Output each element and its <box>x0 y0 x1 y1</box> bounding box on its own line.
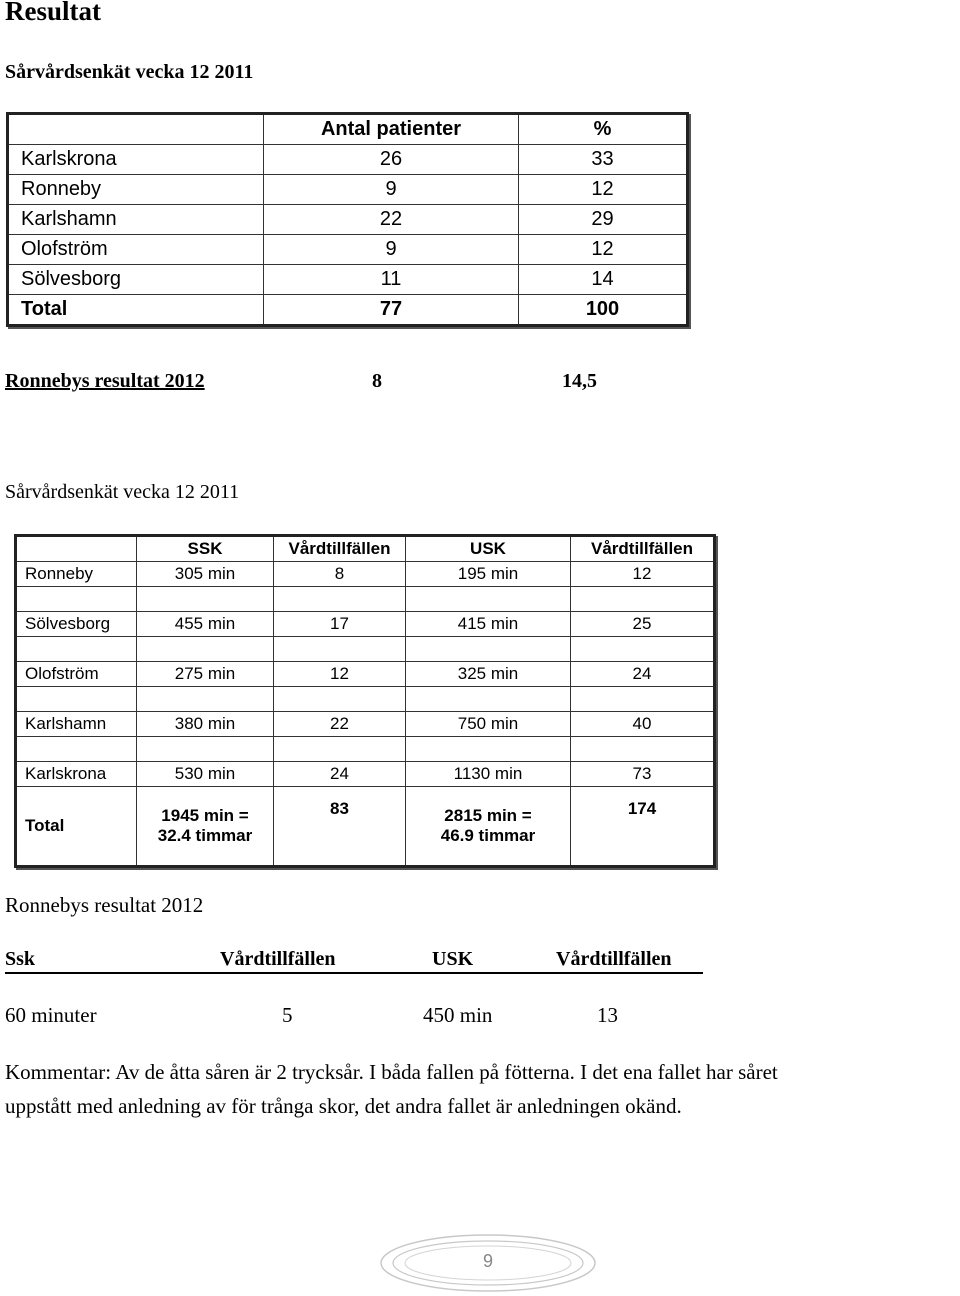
table2-cell: 24 <box>274 762 406 787</box>
table2-cell: 8 <box>274 562 406 587</box>
table2-cell: 455 min <box>137 612 274 637</box>
table-row <box>16 562 715 587</box>
table2-total-ssk-line1: 1945 min = <box>161 806 249 825</box>
table1-cell: Karlshamn <box>8 205 264 235</box>
patient-count-table <box>6 112 689 327</box>
ronneby-result-2-value-usk: 450 min <box>423 1003 493 1027</box>
survey-title-2: Sårvårdsenkät vecka 12 2011 <box>5 481 240 503</box>
table2-total-ssk-line2: 32.4 timmar <box>157 826 253 845</box>
table1-header-percent: % <box>519 114 688 145</box>
table2-cell: 415 min <box>406 612 571 637</box>
table2-total-vt2: 174 <box>571 787 715 867</box>
table1-cell: 12 <box>519 235 688 265</box>
page-number: 9 <box>482 1251 493 1271</box>
table2-cell: 530 min <box>137 762 274 787</box>
table2-cell: 73 <box>571 762 715 787</box>
table2-total-usk-line2: 46.9 timmar <box>440 826 536 845</box>
table-row <box>16 712 715 737</box>
ronneby-result-2-value-vt1: 5 <box>282 1003 293 1027</box>
table1-cell: 26 <box>264 145 519 175</box>
table-row <box>16 612 715 637</box>
table1-cell: 9 <box>264 175 519 205</box>
table-row <box>8 235 688 265</box>
table2-header-blank <box>16 536 137 562</box>
table1-cell: Olofström <box>8 235 264 265</box>
table1-cell: 11 <box>264 265 519 295</box>
table2-spacer-row <box>16 637 715 662</box>
table2-cell: 25 <box>571 612 715 637</box>
table2-cell: Ronneby <box>16 562 137 587</box>
comment-line-1: Kommentar: Av de åtta såren är 2 trycksår. I båda fallen på fötterna. I det ena fallet har såret <box>5 1060 778 1084</box>
ronneby-result-2-header-ssk: Ssk <box>5 948 36 970</box>
table2-header-vt2: Vårdtillfällen <box>571 536 715 562</box>
table-row <box>16 662 715 687</box>
table2-spacer-row <box>16 687 715 712</box>
ronneby-result-1-value2: 14,5 <box>562 370 597 392</box>
table2-cell: Karlskrona <box>16 762 137 787</box>
ronneby-result-2-label: Ronnebys resultat 2012 <box>5 893 204 917</box>
table-row <box>8 175 688 205</box>
table1-cell: 9 <box>264 235 519 265</box>
table1-header-patients: Antal patienter <box>264 114 519 145</box>
table-row <box>8 145 688 175</box>
table2-spacer-row <box>16 737 715 762</box>
table2-total-usk <box>406 787 571 867</box>
table1-total-row <box>8 295 688 326</box>
survey-title-1: Sårvårdsenkät vecka 12 2011 <box>5 61 254 83</box>
ronneby-result-1 <box>5 370 205 393</box>
table1-cell: 12 <box>519 175 688 205</box>
table1-cell: Ronneby <box>8 175 264 205</box>
table1-cell: Karlskrona <box>8 145 264 175</box>
table1-total-label: Total <box>8 295 264 326</box>
ronneby-result-2-header-vt2: Vårdtillfällen <box>556 948 672 970</box>
table2-cell: 380 min <box>137 712 274 737</box>
table1-cell: Sölvesborg <box>8 265 264 295</box>
table2-cell: 12 <box>274 662 406 687</box>
table2-spacer-row <box>16 587 715 612</box>
table2-cell: Sölvesborg <box>16 612 137 637</box>
table2-cell: 17 <box>274 612 406 637</box>
page-number-badge <box>378 1232 598 1294</box>
table2-cell: 305 min <box>137 562 274 587</box>
ronneby-result-2-header-vt1: Vårdtillfällen <box>220 948 336 970</box>
ronneby-result-2-value-ssk: 60 minuter <box>5 1003 97 1027</box>
table1-cell: 33 <box>519 145 688 175</box>
time-usage-table <box>14 534 716 868</box>
table2-cell: 325 min <box>406 662 571 687</box>
table2-total-vt1: 83 <box>274 787 406 867</box>
table2-header-usk: USK <box>406 536 571 562</box>
table2-cell: Olofström <box>16 662 137 687</box>
comment-line-2: uppstått med anledning av för trånga skor, det andra fallet är anledningen okänd. <box>5 1094 682 1118</box>
table1-cell: 29 <box>519 205 688 235</box>
table2-total-label: Total <box>16 787 137 867</box>
table2-cell: 1130 min <box>406 762 571 787</box>
table1-cell: 22 <box>264 205 519 235</box>
table2-cell: 750 min <box>406 712 571 737</box>
ronneby-result-1-label: Ronnebys resultat 2012 <box>5 370 205 392</box>
table1-cell: 14 <box>519 265 688 295</box>
table2-total-row <box>16 787 715 867</box>
ronneby-result-2-value-vt2: 13 <box>597 1003 618 1027</box>
table2-cell: 275 min <box>137 662 274 687</box>
table2-cell: 22 <box>274 712 406 737</box>
table2-cell: 40 <box>571 712 715 737</box>
ronneby-result-1-value1: 8 <box>372 370 382 392</box>
table2-header-ssk: SSK <box>137 536 274 562</box>
table-row <box>8 265 688 295</box>
table1-total-percent: 100 <box>519 295 688 326</box>
table2-header-vt1: Vårdtillfällen <box>274 536 406 562</box>
table1-header-blank <box>8 114 264 145</box>
table2-cell: 24 <box>571 662 715 687</box>
table2-total-usk-line1: 2815 min = <box>444 806 532 825</box>
table-row <box>8 205 688 235</box>
ronneby-result-2-header-usk: USK <box>432 948 474 970</box>
table1-total-patients: 77 <box>264 295 519 326</box>
table-row <box>16 762 715 787</box>
table2-cell: 12 <box>571 562 715 587</box>
page-heading: Resultat <box>5 0 101 26</box>
table2-cell: 195 min <box>406 562 571 587</box>
table2-cell: Karlshamn <box>16 712 137 737</box>
table2-total-ssk <box>137 787 274 867</box>
